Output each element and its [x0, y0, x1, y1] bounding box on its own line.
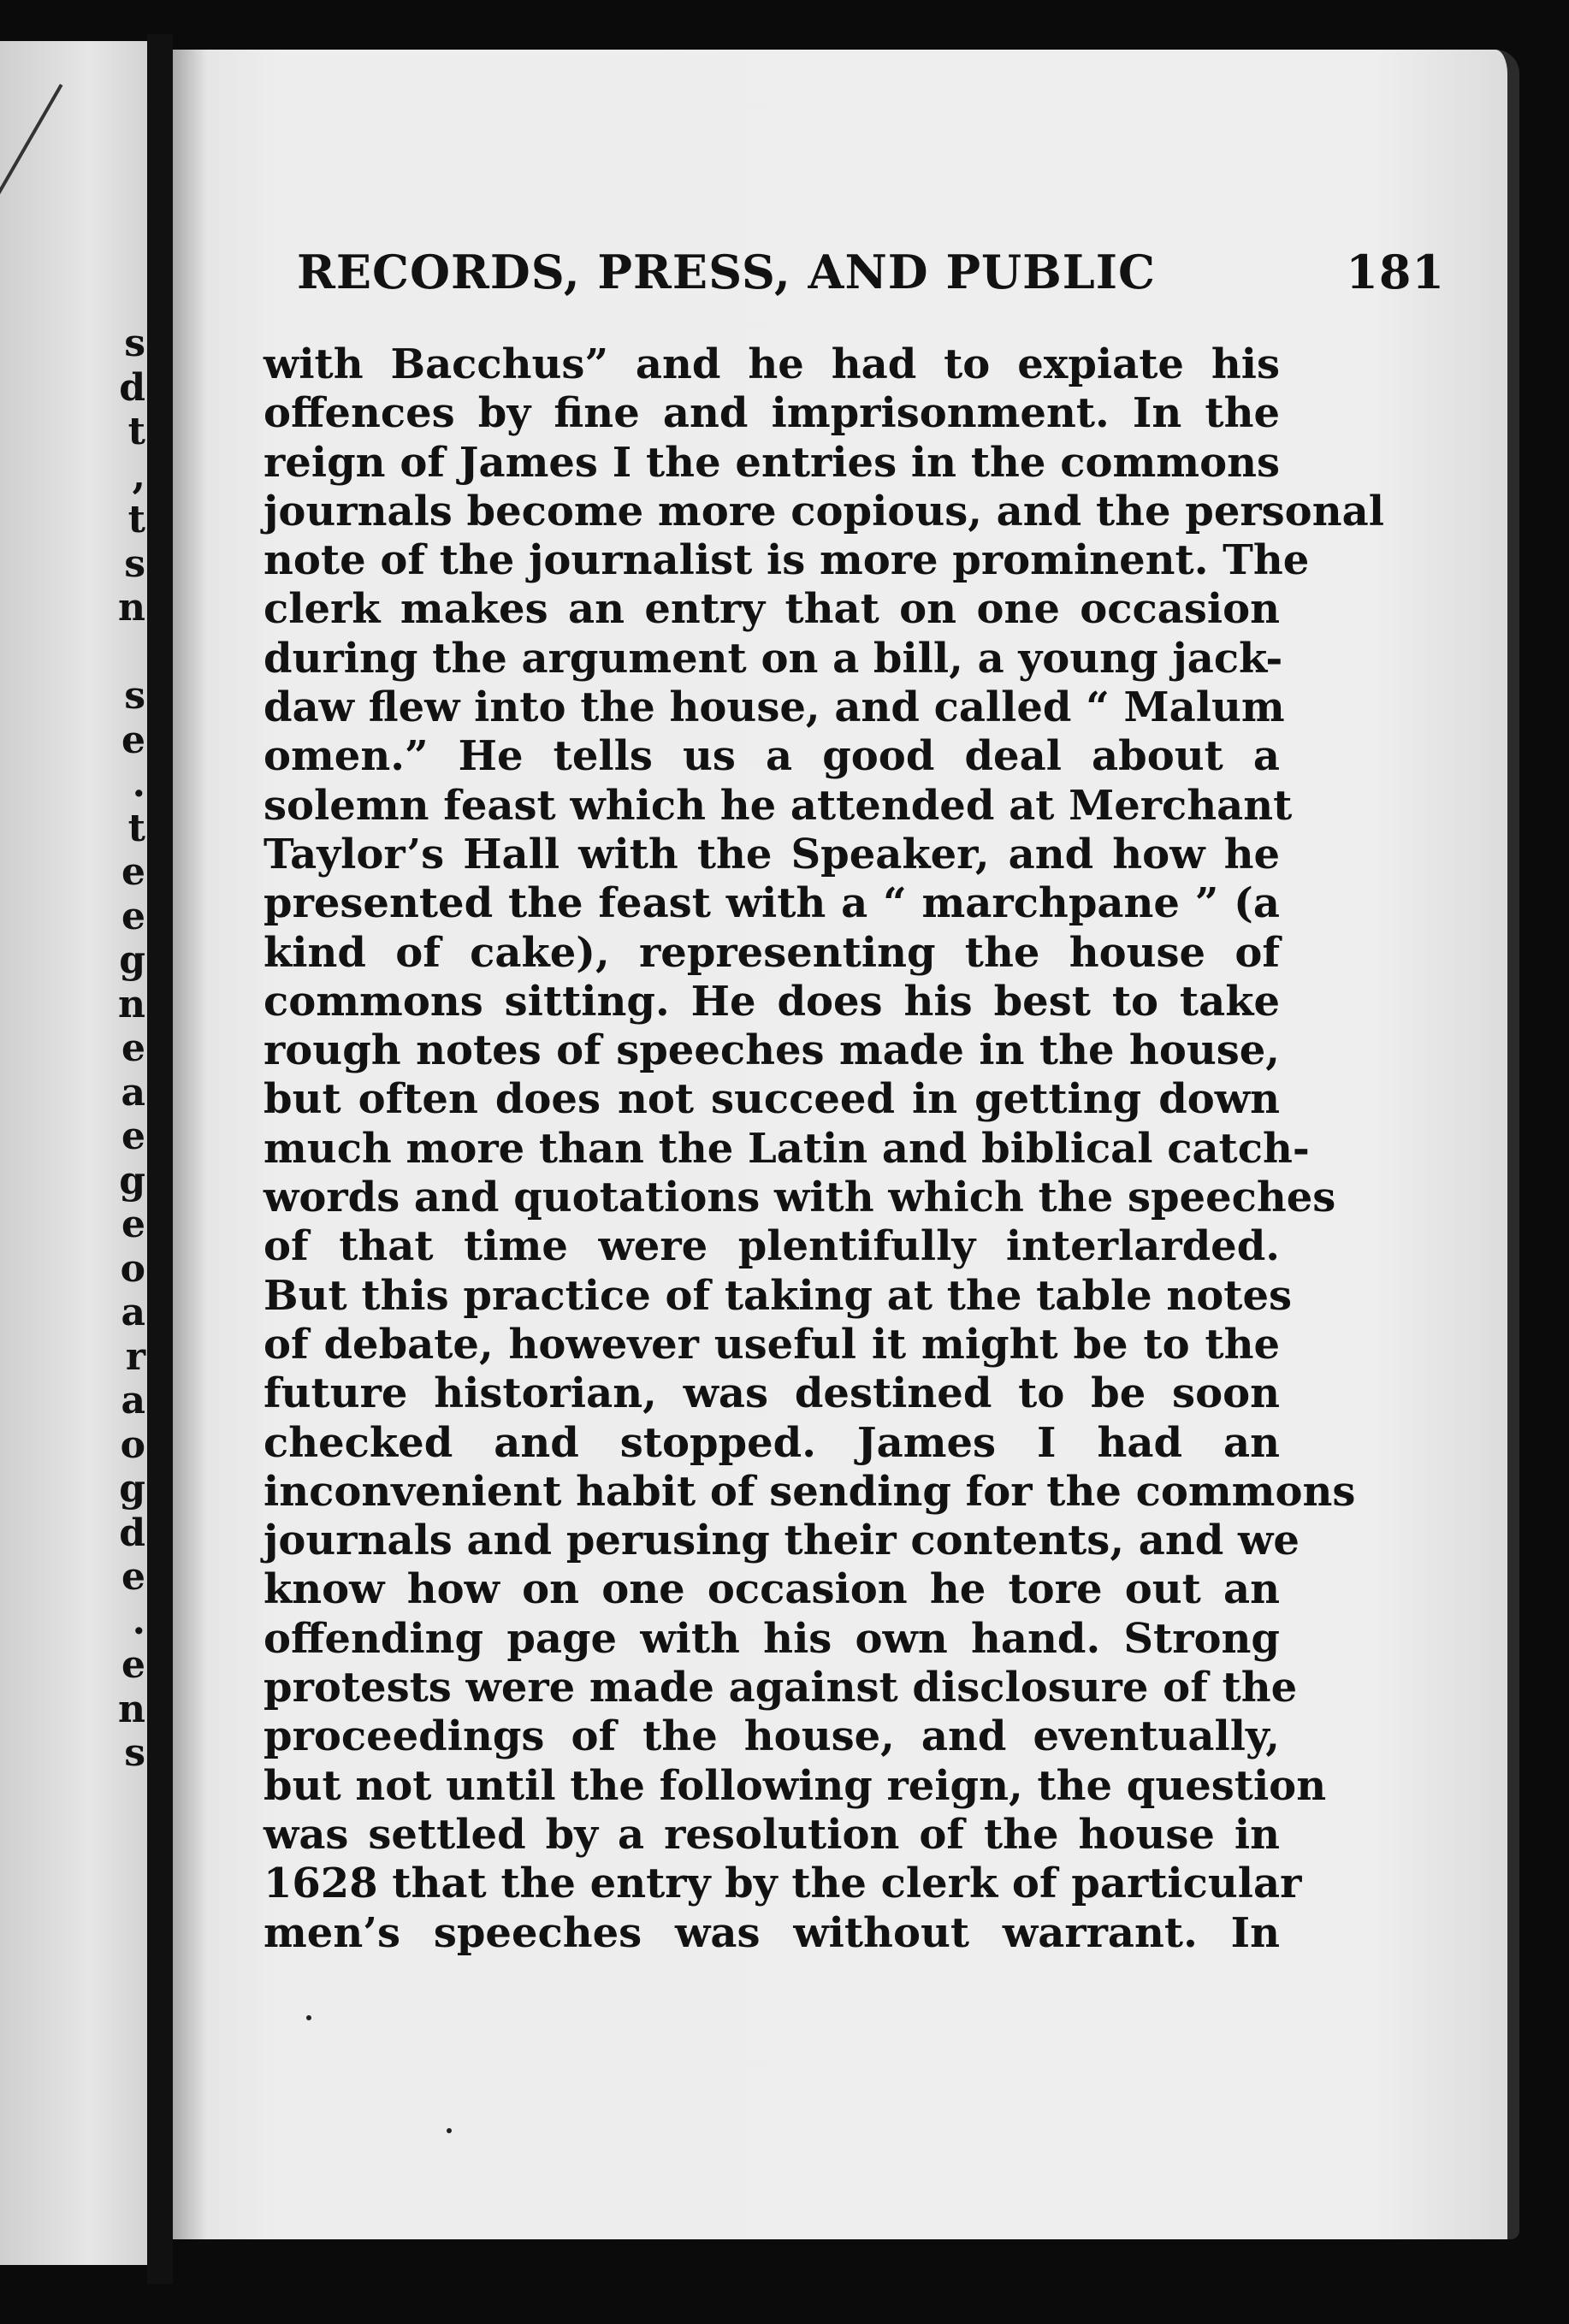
text-line: Taylor’s Hall with the Speaker, and how he: [263, 830, 1280, 878]
text-line: proceedings of the house, and eventually,: [263, 1712, 1280, 1761]
left-page-fragment: o: [120, 1246, 145, 1291]
text-line: clerk makes an entry that on one occasion: [263, 585, 1280, 634]
left-page-fragment: o: [120, 1422, 145, 1467]
text-line: commons sitting. He does his best to take: [263, 977, 1280, 1026]
text-line: with Bacchus” and he had to expiate his: [263, 340, 1280, 388]
left-page-fragment: n: [118, 1687, 145, 1731]
left-page-fragment: g: [119, 938, 145, 982]
text-line: kind of cake), representing the house of: [263, 928, 1280, 977]
book-gutter: [147, 34, 173, 2284]
left-page-fragment: d: [119, 365, 145, 410]
left-page-fragment: ,: [132, 453, 145, 498]
body-text: [263, 340, 1384, 1958]
left-page-fragment: r: [125, 1334, 145, 1379]
left-page-fragment: .: [132, 1599, 145, 1643]
text-line: checked and stopped. James I had an: [263, 1418, 1280, 1467]
page-number: 181: [1346, 245, 1445, 299]
left-page-fragment: n: [118, 982, 145, 1026]
left-page-fragment: s: [124, 541, 145, 586]
page-speck: [447, 2128, 452, 2133]
text-line: men’s speeches was without warrant. In: [263, 1908, 1280, 1957]
left-page-fragment: n: [118, 586, 145, 630]
left-page-fragment: t: [127, 806, 145, 850]
left-page-fragment: t: [127, 498, 145, 541]
running-head-title: RECORDS, PRESS, AND PUBLIC: [297, 245, 1156, 299]
text-line: journals and perusing their contents, and we: [263, 1517, 1300, 1565]
page-speck: [306, 2015, 311, 2020]
text-line: words and quotations with which the speeches: [263, 1174, 1336, 1222]
left-page-fragment: e: [121, 1643, 145, 1687]
left-page-fragment: e: [121, 718, 145, 762]
text-line: journals become more copious, and the personal: [263, 487, 1384, 535]
book-page: [173, 50, 1519, 2239]
text-line: reign of James I the entries in the commons: [263, 438, 1280, 487]
left-facing-page: [0, 41, 151, 2265]
left-page-fragment: e: [121, 1203, 145, 1246]
left-page-fragment: a: [121, 1070, 145, 1115]
text-line: inconvenient habit of sending for the commons: [263, 1467, 1356, 1516]
left-page-fragment: s: [124, 674, 145, 718]
text-line: of that time were plentifully interlarded.: [263, 1222, 1280, 1271]
text-line: solemn feast which he attended at Merchant: [263, 781, 1293, 830]
left-page-fragment: a: [121, 1379, 145, 1422]
text-line: offences by fine and imprisonment. In the: [263, 389, 1280, 438]
left-page-fragment: e: [121, 1026, 145, 1070]
text-line: of debate, however useful it might be to the: [263, 1320, 1280, 1369]
text-line: But this practice of taking at the table notes: [263, 1271, 1293, 1320]
text-line: omen.” He tells us a good deal about a: [263, 732, 1280, 781]
left-page-fragment: e: [121, 850, 145, 894]
text-line: offending page with his own hand. Strong: [263, 1614, 1280, 1663]
text-line: know how on one occasion he tore out an: [263, 1565, 1280, 1614]
text-line: but often does not succeed in getting down: [263, 1075, 1280, 1124]
text-line: future historian, was destined to be soon: [263, 1369, 1280, 1418]
text-line: note of the journalist is more prominent. The: [263, 536, 1310, 585]
text-line: rough notes of speeches made in the house,: [263, 1026, 1280, 1075]
text-line: during the argument on a bill, a young jack-: [263, 634, 1283, 683]
left-page-fragment: a: [121, 1291, 145, 1334]
text-line: daw flew into the house, and called “ Malum: [263, 683, 1285, 732]
left-page-text-fragments: [111, 322, 145, 1776]
text-line: presented the feast with a “ marchpane ” (a: [263, 879, 1280, 928]
left-page-fragment: g: [119, 1158, 145, 1203]
left-page-fragment: e: [121, 894, 145, 938]
spine-shadow: [173, 50, 207, 2239]
left-page-fragment: s: [124, 1731, 145, 1775]
left-page-fragment: d: [119, 1511, 145, 1555]
text-line: was settled by a resolution of the house in: [263, 1810, 1280, 1859]
left-page-fragment: e: [121, 1115, 145, 1158]
left-page-fragment: s: [124, 322, 145, 365]
text-line: protests were made against disclosure of the: [263, 1664, 1298, 1712]
left-page-fragment: g: [119, 1467, 145, 1511]
left-page-fragment: t: [127, 410, 145, 453]
pencil-mark: [0, 84, 62, 219]
text-line: but not until the following reign, the question: [263, 1761, 1327, 1810]
running-head: [297, 245, 1445, 313]
text-line: much more than the Latin and biblical catch-: [263, 1124, 1310, 1173]
text-line: 1628 that the entry by the clerk of particular: [263, 1860, 1302, 1908]
left-page-fragment: .: [132, 762, 145, 806]
left-page-fragment: e: [121, 1555, 145, 1599]
